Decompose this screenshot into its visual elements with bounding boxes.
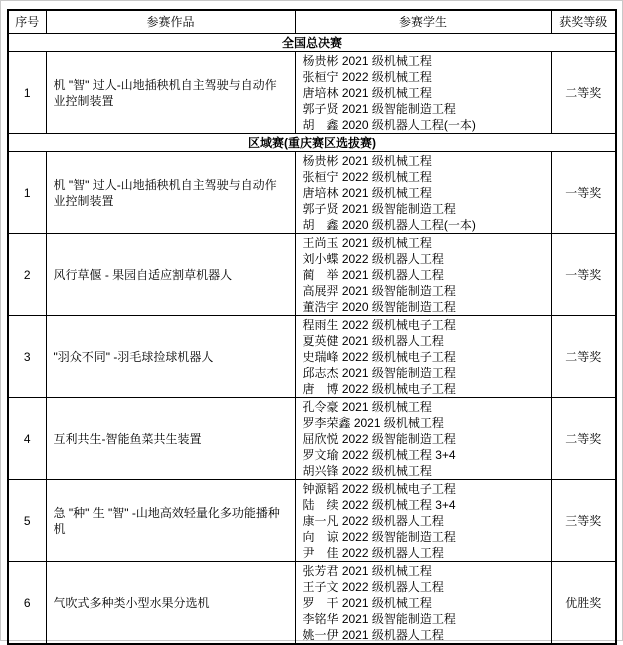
students-cell [295,152,551,234]
student-line: 向 谅 2022 级智能制造工程 [302,529,456,544]
work-cell: 机 "智" 过人-山地插秧机自主驾驶与自动作业控制装置 [46,52,295,134]
students-cell [295,316,551,398]
student-line: 高展羿 2021 级智能制造工程 [302,283,456,298]
table-row [8,316,616,398]
section-title-national: 全国总决赛 [8,34,616,52]
student-line: 胡 鑫 2020 级机器人工程(一本) [302,217,476,232]
col-header-students: 参赛学生 [295,10,551,34]
student-line: 张桓宁 2022 级机械工程 [302,69,432,84]
student-line: 杨贵彬 2021 级机械工程 [302,53,432,68]
students-cell [295,52,551,134]
work-cell: 互利共生-智能鱼菜共生装置 [46,398,295,480]
serial-cell: 5 [8,480,46,562]
student-line: 邱志杰 2021 级智能制造工程 [302,365,456,380]
student-line: 刘小蝶 2022 级机器人工程 [302,251,444,266]
serial-cell: 4 [8,398,46,480]
work-cell: 风行草偃 - 果园自适应割草机器人 [46,234,295,316]
award-cell: 二等奖 [551,316,616,398]
student-line: 罗 干 2021 级机械工程 [302,595,432,610]
student-line: 尹 佳 2022 级机器人工程 [302,545,444,560]
student-line: 蔺 举 2021 级机器人工程 [302,267,444,282]
student-line: 李铭华 2021 级智能制造工程 [302,611,456,626]
student-line: 董浩宇 2020 级智能制造工程 [302,299,456,314]
students-cell [295,480,551,562]
serial-cell: 6 [8,562,46,645]
student-line: 郭子贤 2021 级智能制造工程 [302,101,456,116]
student-line: 罗李荣鑫 2021 级机械工程 [302,415,444,430]
award-cell: 二等奖 [551,52,616,134]
student-line: 王尚玉 2021 级机械工程 [302,235,432,250]
work-cell: "羽众不同" -羽毛球捡球机器人 [46,316,295,398]
student-line: 钟源韬 2022 级机械电子工程 [302,481,456,496]
student-line: 程雨生 2022 级机械电子工程 [302,317,456,332]
award-cell: 二等奖 [551,398,616,480]
student-line: 孔令豪 2021 级机械工程 [302,399,432,414]
serial-cell: 3 [8,316,46,398]
student-line: 唐 博 2022 级机械电子工程 [302,381,456,396]
student-line: 罗文瑜 2022 级机械工程 3+4 [302,447,456,462]
students-cell [295,562,551,645]
table-row [8,52,616,134]
work-cell: 急 "种" 生 "智" -山地高效轻量化多功能播种机 [46,480,295,562]
table-row [8,562,616,645]
student-line: 胡 鑫 2020 级机器人工程(一本) [302,117,476,132]
table-row [8,152,616,234]
student-line: 夏英健 2021 级机器人工程 [302,333,444,348]
work-cell: 机 "智" 过人-山地插秧机自主驾驶与自动作业控制装置 [46,152,295,234]
student-line: 姚一伊 2021 级机器人工程 [302,627,444,642]
student-line: 张芳君 2021 级机械工程 [302,563,432,578]
award-cell: 三等奖 [551,480,616,562]
award-cell: 一等奖 [551,234,616,316]
section-row-regional [8,134,616,152]
student-line: 郭子贤 2021 级智能制造工程 [302,201,456,216]
awards-table [7,9,617,645]
student-line: 王子文 2022 级机器人工程 [302,579,444,594]
col-header-award: 获奖等级 [551,10,616,34]
work-cell: 气吹式多种类小型水果分选机 [46,562,295,645]
serial-cell: 2 [8,234,46,316]
student-line: 唐培林 2021 级机械工程 [302,185,432,200]
serial-cell: 1 [8,52,46,134]
student-line: 陆 续 2022 级机械工程 3+4 [302,497,456,512]
table-header-row [8,10,616,34]
section-title-regional: 区域赛(重庆赛区选拔赛) [8,134,616,152]
students-cell [295,234,551,316]
col-header-serial: 序号 [8,10,46,34]
award-cell: 一等奖 [551,152,616,234]
student-line: 史瑞峰 2022 级机械电子工程 [302,349,456,364]
section-row-national [8,34,616,52]
student-line: 屈欣悦 2022 级智能制造工程 [302,431,456,446]
students-cell [295,398,551,480]
table-row [8,480,616,562]
student-line: 唐培林 2021 级机械工程 [302,85,432,100]
student-line: 胡兴锋 2022 级机械工程 [302,463,432,478]
award-cell: 优胜奖 [551,562,616,645]
table-row [8,234,616,316]
table-row [8,398,616,480]
serial-cell: 1 [8,152,46,234]
student-line: 张桓宁 2022 级机械工程 [302,169,432,184]
student-line: 康一凡 2022 级机器人工程 [302,513,444,528]
col-header-work: 参赛作品 [46,10,295,34]
student-line: 杨贵彬 2021 级机械工程 [302,153,432,168]
